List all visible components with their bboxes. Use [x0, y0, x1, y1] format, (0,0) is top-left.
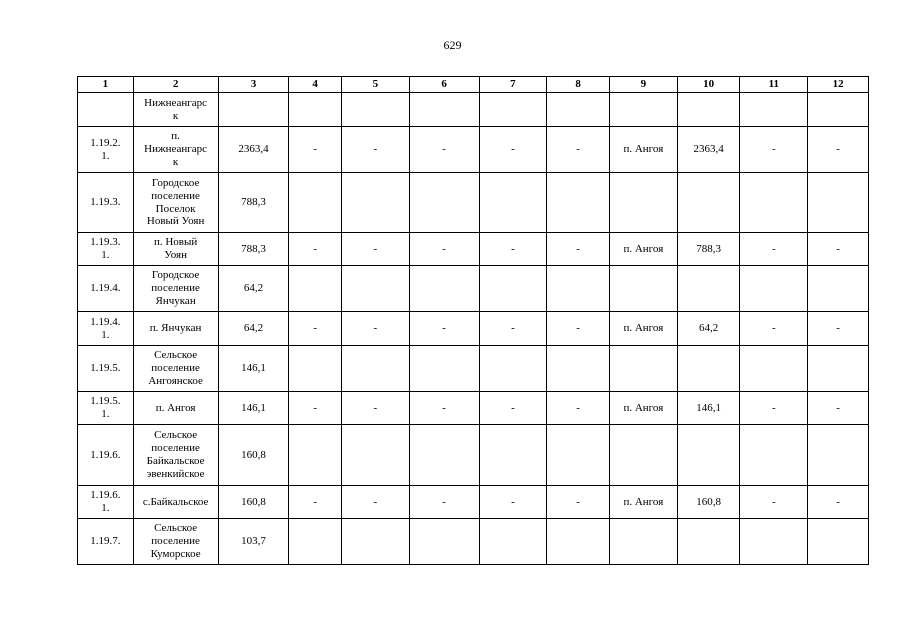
table-cell-col-1: 1.19.5. 1. — [78, 392, 134, 425]
table-cell-col-1: 1.19.4. — [78, 266, 134, 312]
table-row — [78, 127, 869, 173]
table-cell-col-9 — [609, 93, 677, 127]
table-cell-col-5: - — [341, 233, 409, 266]
table-cell-col-10 — [677, 425, 740, 486]
column-header-1: 1 — [78, 77, 134, 93]
table-cell-col-8: - — [547, 486, 610, 519]
table-cell-col-7: - — [479, 233, 547, 266]
table-cell-col-12 — [808, 266, 869, 312]
table-cell-col-7 — [479, 519, 547, 565]
table-cell-col-7 — [479, 93, 547, 127]
table-cell-col-4: - — [289, 312, 342, 346]
table-cell-col-1: 1.19.6. — [78, 425, 134, 486]
table-cell-col-9 — [609, 346, 677, 392]
table-cell-col-4: - — [289, 233, 342, 266]
table-cell-col-12: - — [808, 486, 869, 519]
table-cell-col-2: Нижнеангарс к — [133, 93, 218, 127]
table-cell-col-5 — [341, 93, 409, 127]
table-cell-col-1: 1.19.5. — [78, 346, 134, 392]
column-header-7: 7 — [479, 77, 547, 93]
table-cell-col-8 — [547, 519, 610, 565]
table-cell-col-3: 64,2 — [218, 266, 289, 312]
table-cell-col-6 — [409, 93, 479, 127]
table-cell-col-7 — [479, 173, 547, 233]
table-cell-col-4: - — [289, 392, 342, 425]
table-row — [78, 173, 869, 233]
table-cell-col-8: - — [547, 312, 610, 346]
table-cell-col-5 — [341, 425, 409, 486]
table-cell-col-3: 146,1 — [218, 392, 289, 425]
table-row — [78, 392, 869, 425]
table-cell-col-9 — [609, 519, 677, 565]
table-cell-col-12 — [808, 173, 869, 233]
table-cell-col-7 — [479, 266, 547, 312]
table-cell-col-3: 64,2 — [218, 312, 289, 346]
table-cell-col-1: 1.19.4. 1. — [78, 312, 134, 346]
table-cell-col-6: - — [409, 486, 479, 519]
table-cell-col-7: - — [479, 127, 547, 173]
table-cell-col-1: 1.19.7. — [78, 519, 134, 565]
table-cell-col-2: Сельское поселение Байкальское эвенкийское — [133, 425, 218, 486]
table-cell-col-2: п. Новый Уоян — [133, 233, 218, 266]
table-cell-col-10: 788,3 — [677, 233, 740, 266]
table-cell-col-10 — [677, 519, 740, 565]
page-number: 629 — [443, 38, 462, 52]
table-row — [78, 233, 869, 266]
column-header-3: 3 — [218, 77, 289, 93]
table-cell-col-10: 64,2 — [677, 312, 740, 346]
table-cell-col-2: п. Ангоя — [133, 392, 218, 425]
table-row — [78, 346, 869, 392]
table-body — [78, 93, 869, 565]
table-cell-col-4 — [289, 346, 342, 392]
table-cell-col-3: 788,3 — [218, 233, 289, 266]
table-cell-col-2: п. Янчукан — [133, 312, 218, 346]
table-cell-col-10: 2363,4 — [677, 127, 740, 173]
table-cell-col-1: 1.19.2. 1. — [78, 127, 134, 173]
table-row — [78, 266, 869, 312]
column-header-5: 5 — [341, 77, 409, 93]
table-cell-col-1: 1.19.3. 1. — [78, 233, 134, 266]
header-row — [78, 77, 869, 93]
table-cell-col-6 — [409, 346, 479, 392]
table-cell-col-12: - — [808, 233, 869, 266]
table-cell-col-12: - — [808, 392, 869, 425]
data-table — [77, 76, 869, 565]
table-cell-col-6 — [409, 425, 479, 486]
table-cell-col-1 — [78, 93, 134, 127]
table-cell-col-5 — [341, 519, 409, 565]
table-cell-col-11: - — [740, 392, 808, 425]
table-cell-col-10 — [677, 173, 740, 233]
table-cell-col-9 — [609, 425, 677, 486]
column-header-6: 6 — [409, 77, 479, 93]
table-cell-col-5: - — [341, 312, 409, 346]
table-cell-col-8 — [547, 266, 610, 312]
table-cell-col-9: п. Ангоя — [609, 127, 677, 173]
table-cell-col-11 — [740, 93, 808, 127]
table-cell-col-8 — [547, 425, 610, 486]
table-cell-col-5 — [341, 173, 409, 233]
table-cell-col-8: - — [547, 392, 610, 425]
table-cell-col-11 — [740, 173, 808, 233]
table-cell-col-11: - — [740, 312, 808, 346]
table-cell-col-2: с.Байкальское — [133, 486, 218, 519]
table-cell-col-9: п. Ангоя — [609, 486, 677, 519]
table-cell-col-3: 2363,4 — [218, 127, 289, 173]
table-cell-col-8: - — [547, 127, 610, 173]
table-cell-col-6: - — [409, 233, 479, 266]
table-row — [78, 425, 869, 486]
table-cell-col-1: 1.19.3. — [78, 173, 134, 233]
table-cell-col-10 — [677, 346, 740, 392]
table-cell-col-4: - — [289, 486, 342, 519]
column-header-4: 4 — [289, 77, 342, 93]
table-cell-col-4: - — [289, 127, 342, 173]
table-cell-col-9: п. Ангоя — [609, 392, 677, 425]
table-cell-col-1: 1.19.6. 1. — [78, 486, 134, 519]
table-cell-col-7: - — [479, 392, 547, 425]
table-cell-col-5 — [341, 266, 409, 312]
table-cell-col-2: Городское поселение Поселок Новый Уоян — [133, 173, 218, 233]
table-cell-col-8 — [547, 93, 610, 127]
table-row — [78, 519, 869, 565]
table-cell-col-2: Сельское поселение Куморское — [133, 519, 218, 565]
column-header-11: 11 — [740, 77, 808, 93]
column-header-10: 10 — [677, 77, 740, 93]
table-cell-col-5: - — [341, 127, 409, 173]
table-cell-col-4 — [289, 519, 342, 565]
table-cell-col-11: - — [740, 233, 808, 266]
table-cell-col-12 — [808, 93, 869, 127]
table-cell-col-7 — [479, 425, 547, 486]
table-cell-col-6: - — [409, 127, 479, 173]
table-row — [78, 486, 869, 519]
table-cell-col-10 — [677, 266, 740, 312]
table-cell-col-12 — [808, 346, 869, 392]
table-cell-col-2: Сельское поселение Ангоянское — [133, 346, 218, 392]
table-cell-col-3: 160,8 — [218, 425, 289, 486]
table-cell-col-11 — [740, 266, 808, 312]
table-cell-col-3: 788,3 — [218, 173, 289, 233]
table-cell-col-6 — [409, 266, 479, 312]
table-cell-col-12: - — [808, 312, 869, 346]
table-cell-col-4 — [289, 93, 342, 127]
table-cell-col-10 — [677, 93, 740, 127]
table-cell-col-2: Городское поселение Янчукан — [133, 266, 218, 312]
table-cell-col-9 — [609, 266, 677, 312]
table-cell-col-4 — [289, 266, 342, 312]
table-cell-col-11 — [740, 519, 808, 565]
table-row — [78, 312, 869, 346]
table-cell-col-7: - — [479, 486, 547, 519]
table-cell-col-6 — [409, 173, 479, 233]
table-cell-col-5: - — [341, 392, 409, 425]
table-cell-col-12 — [808, 425, 869, 486]
table-cell-col-9 — [609, 173, 677, 233]
table-cell-col-11: - — [740, 486, 808, 519]
table-row — [78, 93, 869, 127]
table-cell-col-3: 160,8 — [218, 486, 289, 519]
table-cell-col-8: - — [547, 233, 610, 266]
table-cell-col-8 — [547, 346, 610, 392]
table-cell-col-6: - — [409, 392, 479, 425]
column-header-12: 12 — [808, 77, 869, 93]
table-cell-col-9: п. Ангоя — [609, 233, 677, 266]
table-header — [78, 77, 869, 93]
table-cell-col-12 — [808, 519, 869, 565]
table-cell-col-3: 146,1 — [218, 346, 289, 392]
table-cell-col-7 — [479, 346, 547, 392]
table-cell-col-10: 160,8 — [677, 486, 740, 519]
table-cell-col-11 — [740, 346, 808, 392]
table-cell-col-4 — [289, 173, 342, 233]
column-header-2: 2 — [133, 77, 218, 93]
table-cell-col-8 — [547, 173, 610, 233]
table-cell-col-5: - — [341, 486, 409, 519]
table-cell-col-11 — [740, 425, 808, 486]
table-cell-col-10: 146,1 — [677, 392, 740, 425]
table-cell-col-3: 103,7 — [218, 519, 289, 565]
table-cell-col-12: - — [808, 127, 869, 173]
table-cell-col-5 — [341, 346, 409, 392]
column-header-9: 9 — [609, 77, 677, 93]
table-cell-col-6 — [409, 519, 479, 565]
table-cell-col-6: - — [409, 312, 479, 346]
table-cell-col-3 — [218, 93, 289, 127]
column-header-8: 8 — [547, 77, 610, 93]
table-cell-col-7: - — [479, 312, 547, 346]
table-cell-col-11: - — [740, 127, 808, 173]
table-cell-col-2: п. Нижнеангарс к — [133, 127, 218, 173]
table-cell-col-9: п. Ангоя — [609, 312, 677, 346]
table-cell-col-4 — [289, 425, 342, 486]
